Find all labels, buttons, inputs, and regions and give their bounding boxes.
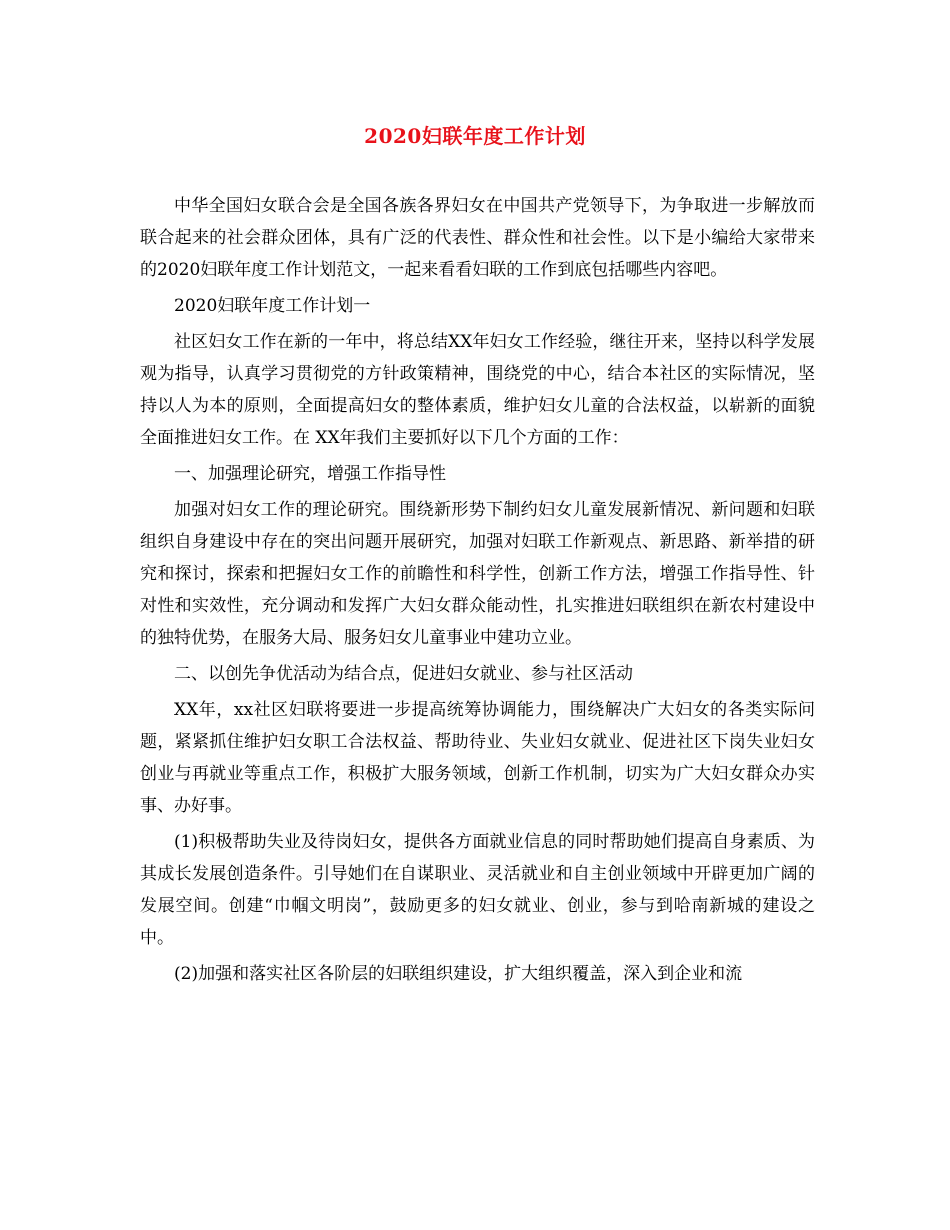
intro-paragraph: 中华全国妇女联合会是全国各族各界妇女在中国共产党领导下，为争取进一步解放而联合起来的社会群众团体，具有广泛的代表性、群众性和社会性。以下是小编给大家带来的2020妇联年度工作计划范文，一起来看看妇联的工作到底包括哪些内容吧。 [140,196,815,280]
section-heading-2: 二、以创先争优活动为结合点，促进妇女就业、参与社区活动 [174,664,633,684]
item-2-paragraph: (2)加强和落实社区各阶层的妇联组织建设，扩大组织覆盖，深入到企业和流 [174,964,743,984]
section-2-paragraph: XX年，xx社区妇联将要进一步提高统筹协调能力，围绕解决广大妇女的各类实际问题，紧紧抓住维护妇女职工合法权益、帮助待业、失业妇女就业、促进社区下岗失业妇女创业与再就业等重点工作，积极扩大服务领域，创新工作机制，切实为广大妇女群众办实事、办好事。 [140,700,815,816]
plan-heading: 2020妇联年度工作计划一 [174,296,371,316]
section-1-paragraph: 加强对妇女工作的理论研究。围绕新形势下制约妇女儿童发展新情况、新问题和妇联组织自身建设中存在的突出问题开展研究，加强对妇联工作新观点、新思路、新举措的研究和探讨，探索和把握妇女工作的前瞻性和科学性，创新工作方法，增强工作指导性、针对性和实效性，充分调动和发挥广大妇女群众能动性，扎实推进妇联组织在新农村建设中的独特优势，在服务大局、服务妇女儿童事业中建功立业。 [140,500,815,648]
overview-paragraph: 社区妇女工作在新的一年中，将总结XX年妇女工作经验，继往开来，坚持以科学发展观为指导，认真学习贯彻党的方针政策精神，围绕党的中心，结合本社区的实际情况，坚持以人为本的原则，全面提高妇女的整体素质，维护妇女儿童的合法权益，以崭新的面貌全面推进妇女工作。在 XX年我们主要抓好以下几个方面的工作： [140,332,815,448]
document-title: 2020妇联年度工作计划 [364,124,586,148]
item-1-paragraph: (1)积极帮助失业及待岗妇女，提供各方面就业信息的同时帮助她们提高自身素质、为其成长发展创造条件。引导她们在自谋职业、灵活就业和自主创业领域中开辟更加广阔的发展空间。创建“巾帼文明岗”，鼓励更多的妇女就业、创业，参与到哈南新城的建设之中。 [140,832,815,948]
document-body [140,190,815,994]
section-heading-1: 一、加强理论研究，增强工作指导性 [174,464,446,484]
